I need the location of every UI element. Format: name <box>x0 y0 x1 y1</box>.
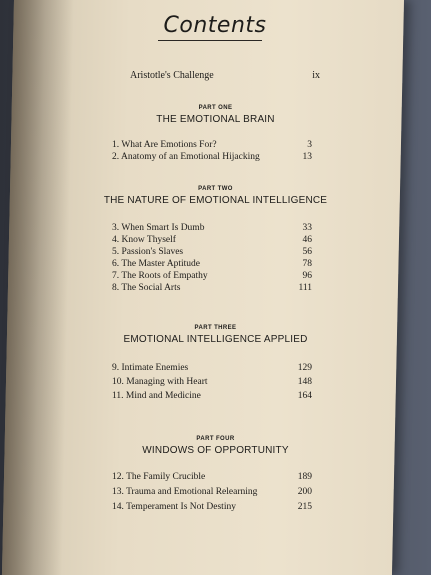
part-heading-4 <box>0 436 431 456</box>
chapter-title: 12. The Family Crucible <box>112 472 206 482</box>
chapter-title: 4. Know Thyself <box>112 235 176 245</box>
chapter-entry[interactable] <box>112 487 312 502</box>
part-label: PART TWO <box>198 186 233 192</box>
chapter-title: 6. The Master Aptitude <box>112 259 200 269</box>
chapter-title: 11. Mind and Medicine <box>112 391 201 401</box>
chapter-title: 10. Managing with Heart <box>112 377 208 387</box>
chapter-page: 96 <box>302 271 312 281</box>
chapter-entry[interactable] <box>112 502 312 517</box>
chapter-title: 2. Anatomy of an Emotional Hijacking <box>112 152 260 162</box>
chapter-title: 14. Temperament Is Not Destiny <box>112 502 236 512</box>
chapter-page: 3 <box>307 140 312 150</box>
chapter-page: 129 <box>297 363 312 373</box>
chapter-entry[interactable] <box>112 259 312 271</box>
chapter-entry[interactable] <box>112 140 312 152</box>
chapter-page: 111 <box>298 283 312 293</box>
part-label: PART FOUR <box>196 436 235 442</box>
chapter-list-part-3 <box>112 363 312 405</box>
chapter-entry[interactable] <box>112 472 312 487</box>
chapter-entry[interactable] <box>112 223 312 235</box>
chapter-page: 148 <box>297 377 312 387</box>
chapter-page: 46 <box>302 235 312 245</box>
chapter-title: 5. Passion's Slaves <box>112 247 184 257</box>
chapter-entry[interactable] <box>112 377 312 391</box>
chapter-list-part-2 <box>112 223 312 295</box>
chapter-page: 164 <box>297 391 312 401</box>
part-heading-1 <box>0 105 431 125</box>
page-title: Contents <box>163 13 267 38</box>
part-name: WINDOWS OF OPPORTUNITY <box>142 445 289 456</box>
chapter-entry[interactable] <box>112 363 312 377</box>
part-name: EMOTIONAL INTELLIGENCE APPLIED <box>123 334 308 345</box>
part-label: PART THREE <box>194 325 237 331</box>
chapter-title: 8. The Social Arts <box>112 283 181 293</box>
chapter-page: 78 <box>302 259 312 269</box>
chapter-list-part-4 <box>112 472 312 517</box>
chapter-page: 56 <box>302 247 312 257</box>
chapter-title: 9. Intimate Enemies <box>112 363 189 373</box>
chapter-entry[interactable] <box>112 235 312 247</box>
chapter-page: 200 <box>297 487 312 497</box>
chapter-entry[interactable] <box>112 271 312 283</box>
chapter-entry[interactable] <box>112 391 312 405</box>
chapter-page: 33 <box>302 223 312 233</box>
chapter-title: 7. The Roots of Empathy <box>112 271 208 281</box>
chapter-title: 1. What Are Emotions For? <box>112 140 217 150</box>
part-name: THE NATURE OF EMOTIONAL INTELLIGENCE <box>103 195 328 206</box>
chapter-page: 13 <box>302 152 312 162</box>
part-label: PART ONE <box>198 105 233 111</box>
part-heading-2 <box>0 186 431 206</box>
title-underline <box>158 40 262 41</box>
part-name: THE EMOTIONAL BRAIN <box>156 114 275 125</box>
preface-page: ix <box>312 70 320 81</box>
chapter-title: 13. Trauma and Emotional Relearning <box>112 487 258 497</box>
part-heading-3 <box>0 325 431 345</box>
chapter-title: 3. When Smart Is Dumb <box>112 223 205 233</box>
chapter-entry[interactable] <box>112 152 312 164</box>
preface-title: Aristotle's Challenge <box>130 70 214 81</box>
chapter-list-part-1 <box>112 140 312 164</box>
chapter-entry[interactable] <box>112 283 312 295</box>
chapter-page: 215 <box>297 502 312 512</box>
chapter-page: 189 <box>297 472 312 482</box>
chapter-entry[interactable] <box>112 247 312 259</box>
